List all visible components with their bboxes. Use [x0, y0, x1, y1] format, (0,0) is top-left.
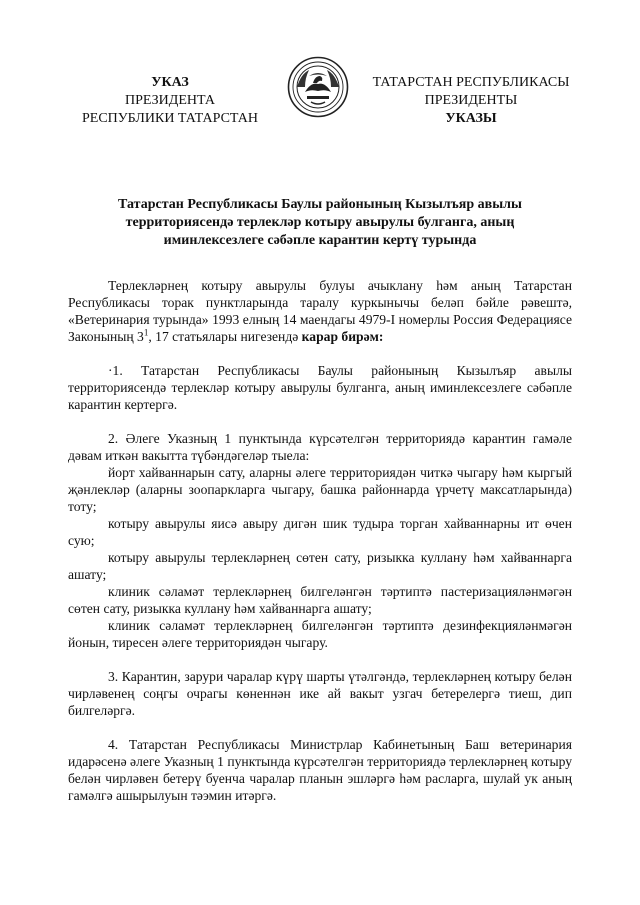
item-2-a: йорт хайваннарын сату, аларны әлеге территориядән читкә чыгару һәм кыргый җәнлекләр (аларны зоопаркларга чыгару, башка районнарда үрчетү максатларында) тоту; — [68, 465, 572, 514]
decree-title — [80, 196, 560, 250]
tatarstan-emblem-icon — [287, 56, 349, 118]
item-2-intro: 2. Әлеге Указның 1 пунктында күрсәтелгән территориядә карантин гамәле дәвам иткән вакытта түбәндәгеләр тыела: — [68, 431, 572, 463]
item-4: 4. Татарстан Республикасы Министрлар Кабинетының Баш ветеринария идарәсенә әлеге Указның 1 пунктында күрсәтелгән территориядә терлекләрнең котыру белән чирләвен бетерү буенча чаралар планын эшләргә һәм расларга, шулай ук аның гамәлгә ашырылуын тәэмин итәргә. — [68, 737, 572, 803]
item-2-b: котыру авырулы яисә авыру дигән шик тудыра торган хайваннарны ит өчен сую; — [68, 516, 572, 548]
preamble-superscript: 1 — [143, 327, 149, 338]
title-line1: Татарстан Республикасы Баулы районының Кызылъяр авылы — [118, 197, 522, 212]
title-line2: территориясендә терлекләр котыру авырулы булганга, аның — [125, 215, 515, 230]
header-left-russian — [70, 74, 270, 128]
item-1: ·1. Татарстан Республикасы Баулы районының Кызылъяр авылы территориясендә терлекләр котыру авырулы булганга, аның иминлексезлеге сәбәпле карантин кертергә. — [68, 363, 572, 412]
preamble-text: Терлекләрнең котыру авырулы булуы ачыклану һәм аның Татарстан Республикасы торак пунктларында таралу куркынычы беләп бәйле рәвештә, «Ветеринария турында» 1993 елның 14 маендагы 4979-I номерлы Россия Федерациясе Законының 3 — [68, 278, 572, 344]
preamble-paragraph — [68, 277, 572, 345]
preamble-decision: карар бирәм: — [301, 329, 384, 344]
header-left-line3: РЕСПУБЛИКИ ТАТАРСТАН — [81, 111, 258, 126]
item-2-e: клиник сәламәт терлекләрнең билгеләнгән тәртиптә дезинфекцияләнмәгән йонын, тиресен әлеге территориядән чыгару. — [68, 618, 572, 650]
header-left-line1: УКАЗ — [151, 75, 189, 90]
item-2-c: котыру авырулы терлекләрнең сөтен сату, ризыкка куллану һәм хайваннарга ашату; — [68, 550, 572, 582]
item-2-d: клиник сәламәт терлекләрнең билгеләнгән тәртиптә пастеризацияләнмәгән сөтен сату, ризыкка куллану һәм хайваннарга ашату; — [68, 584, 572, 616]
item-3: 3. Карантин, зарури чаралар күрү шарты үтәлгәндә, терлекләрнең котыру белән чирләвенең соңгы очрагы көненнән ике ай вакыт узгач бетерелергә тиеш, дип билгеләргә. — [68, 669, 572, 718]
header-right-line3: УКАЗЫ — [445, 111, 497, 126]
title-line3: иминлексезлеге сәбәпле карантин кертү турында — [163, 233, 477, 248]
header-right-tatar — [366, 74, 576, 128]
preamble-text-cont: , 17 статьялары нигезендә — [148, 329, 302, 344]
decree-body — [68, 277, 572, 804]
header-right-line2: ПРЕЗИДЕНТЫ — [424, 93, 518, 108]
header-right-line1: ТАТАРСТАН РЕСПУБЛИКАСЫ — [372, 75, 570, 90]
header-left-line2: ПРЕЗИДЕНТА — [125, 93, 215, 108]
